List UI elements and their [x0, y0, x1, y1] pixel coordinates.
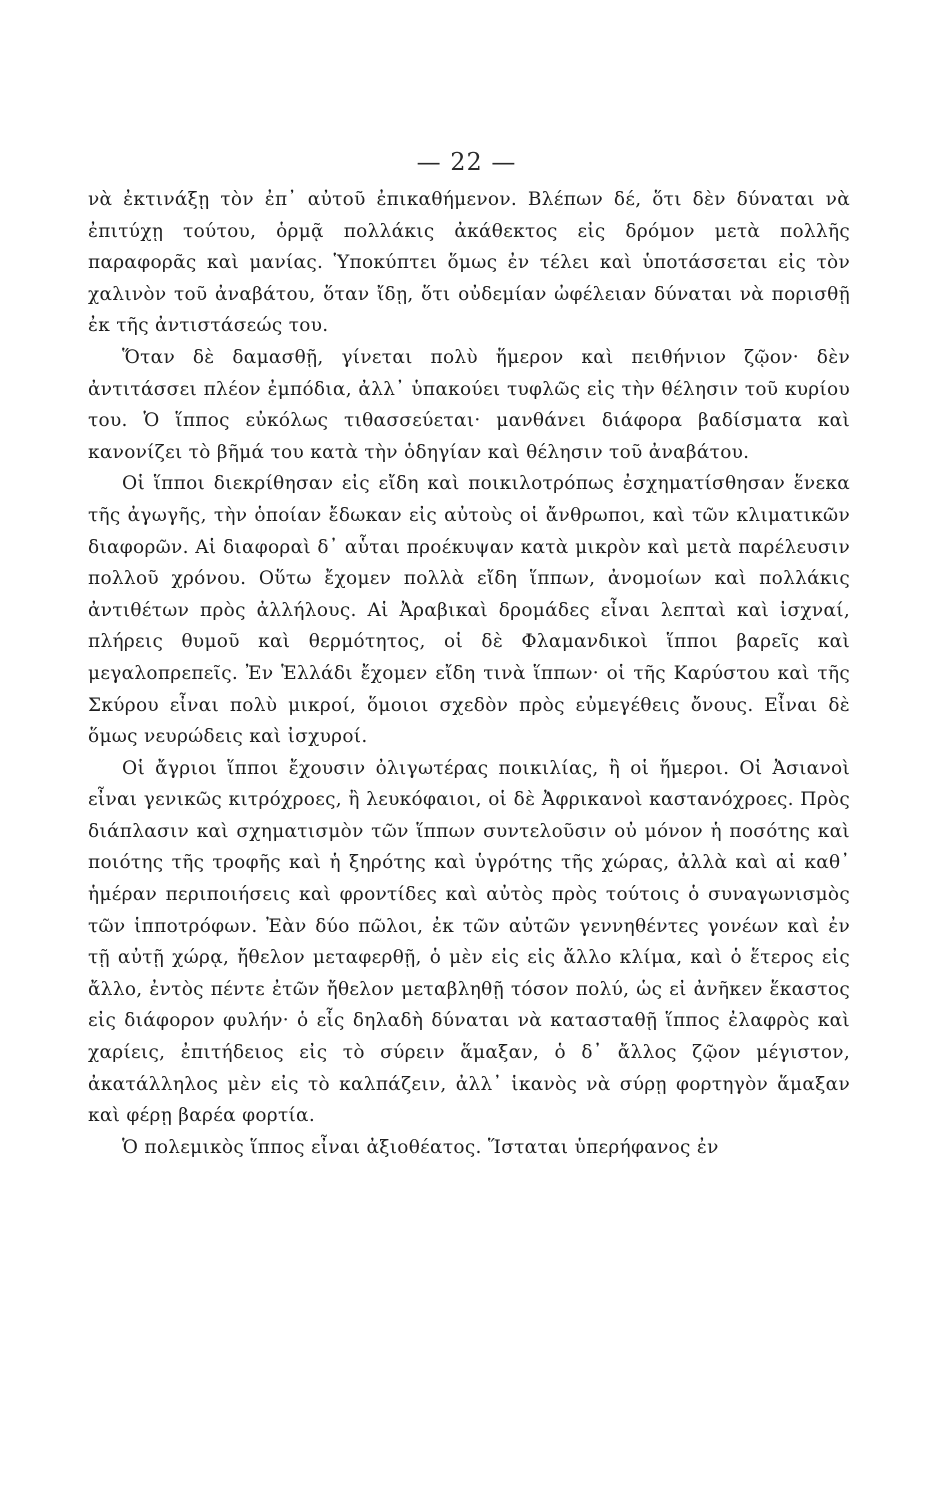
paragraph-5: Ὁ πολεμικὸς ἵππος εἶναι ἀξιοθέατος. Ἵσταται ὑπερήφανος ἐν: [122, 1136, 719, 1158]
paragraph-4: Οἱ ἄγριοι ἵπποι ἔχουσιν ὀλιγωτέρας ποικιλίας, ἢ οἱ ἥμεροι. Οἱ Ἀσιανοὶ εἶναι γενικῶς κιτρόχροες, ἢ λευκόφαιοι, οἱ δὲ Ἀφρικανοὶ καστανόχροες. Πρὸς διάπλασιν καὶ σχηματισμὸν τῶν ἵππων συντελοῦσιν οὐ μόνον ἡ ποσότης καὶ ποιότης τῆς τροφῆς καὶ ἡ ξηρότης καὶ ὑγρότης τῆς χώρας, ἀλλὰ καὶ αἱ καθ᾽ ἡμέραν περιποιήσεις καὶ φροντίδες καὶ αὐτὸς πρὸς τούτοις ὁ συναγωνισμὸς τῶν ἱπποτρόφων. Ἐὰν δύο πῶλοι, ἐκ τῶν αὐτῶν γεννηθέντες γονέων καὶ ἐν τῇ αὐτῇ χώρᾳ, ἤθελον μεταφερθῇ, ὁ μὲν εἰς εἰς ἄλλο κλίμα, καὶ ὁ ἕτερος εἰς ἄλλο, ἐντὸς πέντε ἐτῶν ἤθελον μεταβληθῇ τόσον πολύ, ὡς εἰ ἀνῆκεν ἕκαστος εἰς διάφορον φυλήν· ὁ εἷς δηλαδὴ δύναται νὰ κατασταθῇ ἵππος ἐλαφρὸς καὶ χαρίεις, ἐπιτήδειος εἰς τὸ σύρειν ἅμαξαν, ὁ δ᾽ ἄλλος ζῷον μέγιστον, ἀκατάλληλος μὲν εἰς τὸ καλπάζειν, ἀλλ᾽ ἱκανὸς νὰ σύρῃ φορτηγὸν ἅμαξαν καὶ φέρῃ βαρέα φορτία.: [88, 757, 850, 1127]
page-number: — 22 —: [416, 148, 517, 176]
paragraph-2: Ὅταν δὲ δαμασθῇ, γίνεται πολὺ ἥμερον καὶ πειθήνιον ζῷον· δὲν ἀντιτάσσει πλέον ἐμπόδια, ἀλλ᾽ ὑπακούει τυφλῶς εἰς τὴν θέλησιν τοῦ κυρίου του. Ὁ ἵππος εὐκόλως τιθασσεύεται· μανθάνει διάφορα βαδίσματα καὶ κανονίζει τὸ βῆμά του κατὰ τὴν ὁδηγίαν καὶ θέλησιν τοῦ ἀναβάτου.: [88, 346, 850, 463]
paragraph-1: νὰ ἐκτινάξῃ τὸν ἐπ᾽ αὐτοῦ ἐπικαθήμενον. Βλέπων δέ, ὅτι δὲν δύναται νὰ ἐπιτύχῃ τούτου, ὁρμᾷ πολλάκις ἀκάθεκτος εἰς δρόμον μετὰ πολλῆς παραφορᾶς καὶ μανίας. Ὑποκύπτει ὅμως ἐν τέλει καὶ ὑποτάσσεται εἰς τὸν χαλινὸν τοῦ ἀναβάτου, ὅταν ἴδῃ, ὅτι οὐδεμίαν ὠφέλειαν δύναται νὰ πορισθῇ ἐκ τῆς ἀντιστάσεώς του.: [88, 189, 850, 337]
body-text: [88, 184, 850, 1163]
paragraph-3: Οἱ ἵπποι διεκρίθησαν εἰς εἴδη καὶ ποικιλοτρόπως ἐσχηματίσθησαν ἕνεκα τῆς ἀγωγῆς, τὴν ὁποίαν ἔδωκαν εἰς αὐτοὺς οἱ ἄνθρωποι, καὶ τῶν κλιματικῶν διαφορῶν. Αἱ διαφοραὶ δ᾽ αὗται προέκυψαν κατὰ μικρὸν καὶ μετὰ παρέλευσιν πολλοῦ χρόνου. Οὕτω ἔχομεν πολλὰ εἴδη ἵππων, ἀνομοίων καὶ πολλάκις ἀντιθέτων πρὸς ἀλλήλους. Αἱ Ἀραβικαὶ δρομάδες εἶναι λεπταὶ καὶ ἰσχναί, πλήρεις θυμοῦ καὶ θερμότητος, οἱ δὲ Φλαμανδικοὶ ἵπποι βαρεῖς καὶ μεγαλοπρεπεῖς. Ἐν Ἑλλάδι ἔχομεν εἴδη τινὰ ἵππων· οἱ τῆς Καρύστου καὶ τῆς Σκύρου εἶναι πολὺ μικροί, ὅμοιοι σχεδὸν πρὸς εὐμεγέθεις ὄνους. Εἶναι δὲ ὅμως νευρώδεις καὶ ἰσχυροί.: [88, 473, 850, 748]
